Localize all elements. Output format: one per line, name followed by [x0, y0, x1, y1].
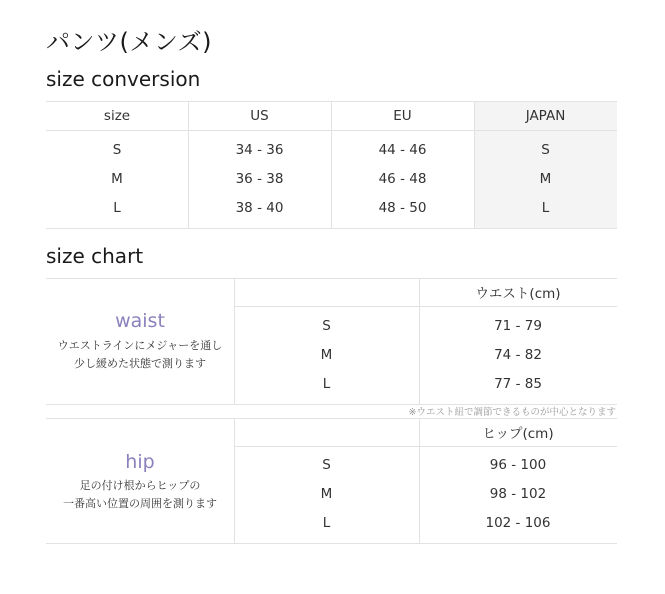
hip-value-cell: 102 - 106	[485, 515, 551, 531]
table-header-divider	[234, 446, 617, 447]
waist-value-cell: 77 - 85	[494, 376, 542, 392]
column-header: size	[103, 107, 131, 124]
table-cell: 38 - 40	[235, 200, 284, 216]
table-cell: 46 - 48	[378, 171, 427, 187]
waist-note: ※ウエスト紐で調節できるものが中心となります	[408, 407, 616, 418]
table-cell: 44 - 46	[378, 142, 427, 158]
size-cell: S	[322, 318, 331, 334]
hip-column-header: ヒップ(cm)	[482, 426, 554, 442]
hip-label: hip	[125, 451, 155, 473]
waist-description-line: 少し緩めた状態で測ります	[74, 357, 206, 370]
waist-description	[46, 337, 234, 373]
waist-value-cell: 71 - 79	[494, 318, 542, 334]
table-cell: M	[111, 171, 123, 187]
waist-description-line: ウエストラインにメジャーを通し	[57, 339, 223, 352]
table-header-divider	[234, 306, 617, 307]
table-border	[46, 228, 617, 229]
size-cell: L	[322, 376, 331, 392]
waist-label: waist	[115, 310, 165, 332]
table-cell: 36 - 38	[235, 171, 284, 187]
waist-value-cell: 74 - 82	[494, 347, 542, 363]
table-cell: L	[113, 200, 121, 216]
hip-description	[46, 477, 234, 513]
column-header: EU	[393, 107, 412, 124]
column-header: JAPAN	[525, 107, 566, 124]
size-cell: M	[320, 347, 333, 363]
table-cell: 48 - 50	[378, 200, 427, 216]
hip-description-line: 足の付け根からヒップの	[79, 479, 201, 492]
table-cell: 34 - 36	[235, 142, 284, 158]
hip-value-cell: 98 - 102	[489, 486, 547, 502]
hip-description-line: 一番高い位置の周囲を測ります	[63, 497, 217, 510]
size-conversion-heading: size conversion	[46, 67, 201, 91]
table-cell: S	[541, 142, 550, 158]
size-cell: L	[322, 515, 331, 531]
table-cell: L	[541, 200, 550, 216]
table-border	[46, 543, 617, 544]
waist-column-header: ウエスト(cm)	[475, 286, 561, 302]
column-header: US	[250, 107, 269, 124]
size-cell: M	[320, 486, 333, 502]
hip-value-cell: 96 - 100	[489, 457, 547, 473]
page-title: パンツ(メンズ)	[46, 28, 213, 56]
size-cell: S	[322, 457, 331, 473]
table-cell: M	[539, 171, 552, 187]
size-chart-heading: size chart	[46, 244, 144, 268]
table-cell: S	[112, 142, 122, 158]
